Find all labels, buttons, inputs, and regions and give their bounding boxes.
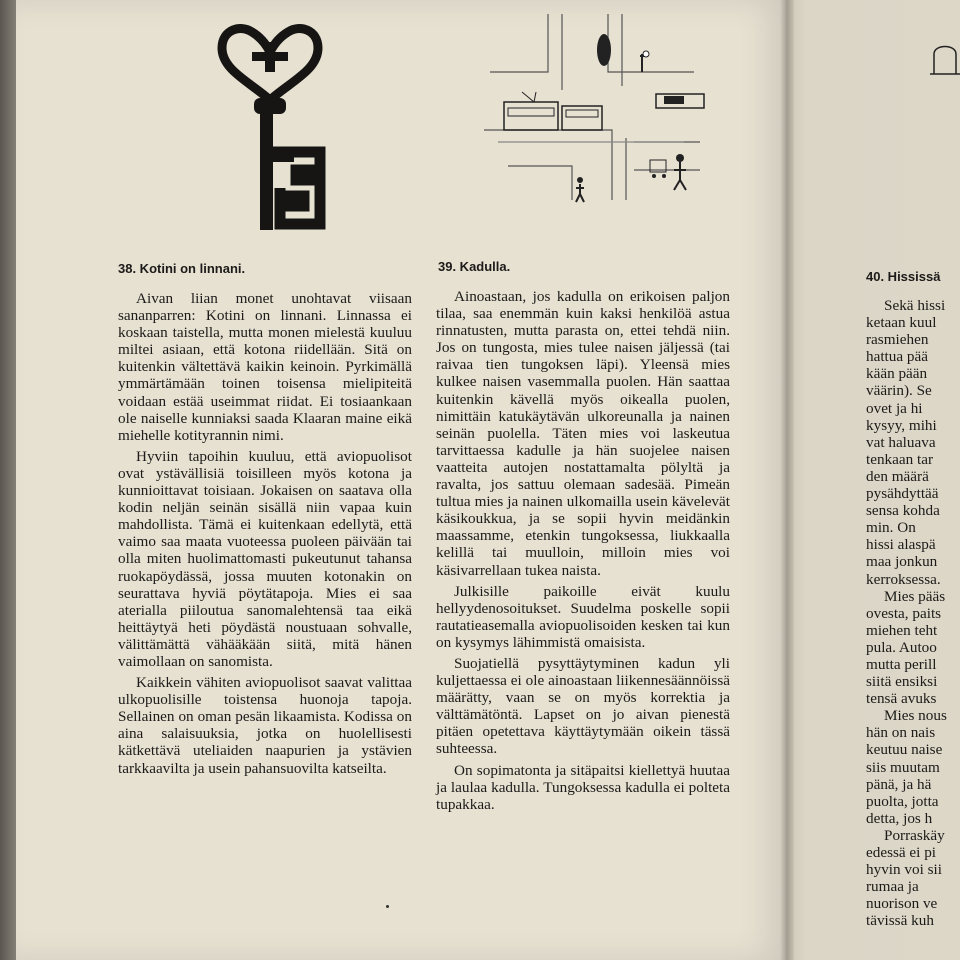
section-40-line: Porraskäy xyxy=(884,826,945,844)
section-40-line: sensa kohda xyxy=(866,502,940,520)
section-40-line: tensä avuks xyxy=(866,690,937,708)
section-40-line: den määrä xyxy=(866,467,929,485)
section-38-paragraph: Kaikkein vähiten aviopuolisot saavat valittaa ulkopuolisille toistensa huonoja tapoja. Sellainen on oman pesän likaamista. Kodissa on aina salaisuuksia, jotka on huolellisesti kätkettävä uteliaiden naapurien ja ystävien tarkkaavilta ja usein pahansuovilta katseilta. xyxy=(118,674,412,777)
section-40-line: pula. Autoo xyxy=(866,638,937,656)
section-40-line: detta, jos h xyxy=(866,809,933,827)
section-40-line: hän on nais xyxy=(866,724,936,742)
section-40-line: siis muutam xyxy=(866,758,940,776)
section-39-paragraph: Ainoastaan, jos kadulla on erikoisen paljon tilaa, saa enemmän kuin kaksi henkilöä astua rinnatusten, mutta parasta on, ettei tehdä niin. Jos on tungosta, mies tulee naisen jäljessä (tai raivaa tien tungoksen läpi). Yleensä mies kulkee naisen vasemmalla puolen. Hän saattaa kuitenkin kävellä myös oikealla puolen, nimittäin katukäytävän ulkoreunalla ja nainen seinän puolella. Täten mies voi laskeutua tarvittaessa kadulle ja hän suojelee naisen vaatteita autojen nostattamalta pölyltä ja ravalta, jos sattuu olemaan sadesää. Pimeän tultua mies ja nainen ulkomailla usein kävelevät käsikoukkua, ja se sopii hyvin meidänkin maassamme, etenkin tungoksessa, liukkaalla kelillä tai muulloin, milloin mies voi käsivarrellaan tukea naista. xyxy=(436,288,730,579)
section-38-paragraph: Hyviin tapoihin kuuluu, että aviopuolisot ovat ystävällisiä toisilleen myös kotona ja kunnioittavat toisiaan. Jokaisen on saatava olla kodin neljän seinän sisällä niin vapaa kuin mahdollista. Tämä ei kuitenkaan edellytä, että vaimo saa maata vuoteessa puoleen päivään tai olla miten huolimattomasti pukeutunut tahansa ruokapöydässä, jossa muuten kotonakin on seurattava hyviä pöytätapoja. Mies ei saa aterialla piiloutua sanomalehtensä taa eikä heittäytyä heti pöydästä noustuaan sohvalle, välittämättä vähääkään siitä, mitä hänen vaimollaan on sanomista. xyxy=(118,447,412,670)
section-40-line: pysähdyttää xyxy=(866,485,939,503)
section-40-line: tenkaan tar xyxy=(866,450,934,468)
section-39-paragraph: Julkisille paikoille eivät kuulu hellyydenosoitukset. Suudelma poskelle sopii rautatieasemalla aviopuolisoiden kesken tai kun on kysymys lähimmistä omaisista. xyxy=(436,582,730,651)
section-40-line: kään pään xyxy=(866,365,928,383)
section-40-line: rumaa ja xyxy=(866,878,919,896)
section-40-line: siitä ensiksi xyxy=(866,673,938,691)
section-40-line: Mies nous xyxy=(884,707,947,725)
section-39-heading: 39. Kadulla. xyxy=(438,259,511,274)
section-40-line: kysyy, mihi xyxy=(866,416,937,434)
section-39-paragraph: On sopimatonta ja sitäpaitsi kiellettyä huutaa ja laulaa kadulla. Tungoksessa kadulla ei polteta tupakkaa. xyxy=(436,761,730,813)
elevator-illustration-fragment xyxy=(930,40,960,80)
section-40-line: mutta perill xyxy=(866,655,937,673)
section-40-line: maa jonkun xyxy=(866,553,938,571)
section-40-line: miehen teht xyxy=(866,621,938,639)
section-40-line: edessä ei pi xyxy=(866,844,937,861)
section-40-line: hissi alaspä xyxy=(866,536,936,554)
section-40-line: hyvin voi sii xyxy=(866,861,942,879)
section-40-line: väärin). Se xyxy=(866,382,932,400)
key-illustration xyxy=(210,20,330,232)
section-39-body xyxy=(436,288,730,817)
section-40-line: Sekä hissi xyxy=(884,297,946,314)
page-gutter xyxy=(780,0,794,960)
section-40-line: vat haluava xyxy=(866,433,936,451)
section-40-line: ovet ja hi xyxy=(866,399,923,417)
section-40-line: pänä, ja hä xyxy=(866,775,932,793)
section-40-line: puolta, jotta xyxy=(866,792,939,810)
section-40-line: kerroksessa. xyxy=(866,570,941,588)
section-40-line: ovesta, paits xyxy=(866,604,942,622)
street-illustration xyxy=(474,10,706,210)
section-38-paragraph: Aivan liian monet unohtavat viisaan sananparren: Kotini on linnani. Linnassa ei koskaan taistella, mutta monen mielestä kuuluu miltei asiaan, että kotona riidellään. Sitä on kuitenkin vältettävä kaikin keinoin. Pyrkimällä ymmärtämään toinen toisensa mielipiteitä voidaan estää useimmat riidat. Ei tosiaankaan ole naiselle kunniaksi saada Klaaran maine eikä miehelle kotityrannin nimi. xyxy=(118,290,412,444)
section-40-line: rasmiehen xyxy=(866,331,929,349)
section-40-body xyxy=(866,297,960,929)
section-38-heading: 38. Kotini on linnani. xyxy=(118,261,246,276)
section-40-line: ketaan kuul xyxy=(866,314,937,332)
section-40-heading: 40. Hississä xyxy=(866,269,941,284)
section-39-paragraph: Suojatiellä pysyttäytyminen kadun yli kuljettaessa ei ole ainoastaan liikennesäännöissä määrätty, vaan se on myös korrektia ja välttämätöntä. Lapset on jo aivan pienestä pitäen opetettava käyttäytymään oikein tässä suhteessa. xyxy=(436,654,730,758)
ink-speck xyxy=(386,905,389,908)
section-40-line: nuorison ve xyxy=(866,895,938,913)
section-38-body xyxy=(118,290,412,781)
section-40-line: keutuu naise xyxy=(866,741,943,759)
section-40-line: Mies pääs xyxy=(884,587,946,605)
section-40-line: tävissä kuh xyxy=(866,912,934,930)
section-40-line: min. On xyxy=(866,519,916,537)
section-40-line: hattua pää xyxy=(866,348,928,366)
